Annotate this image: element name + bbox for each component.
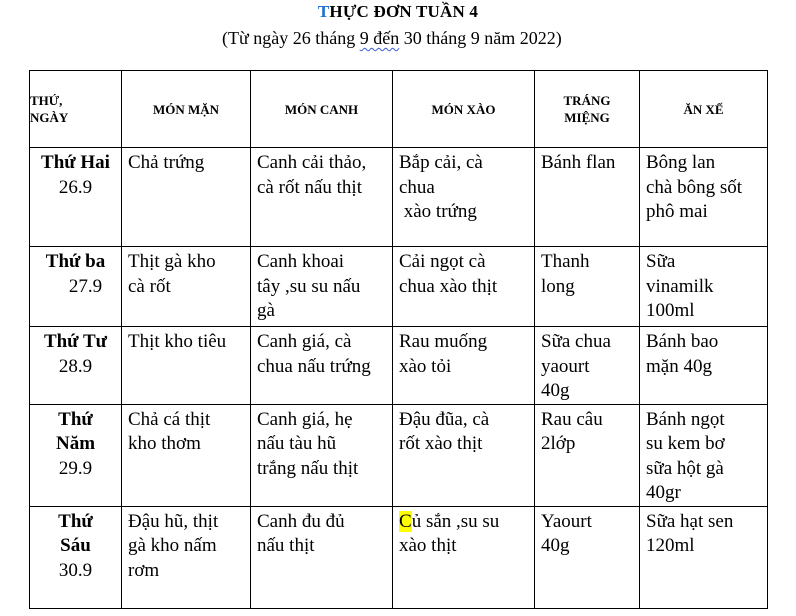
subtitle-prefix: (Từ ngày 26 tháng (222, 28, 360, 48)
table-header-row (30, 71, 768, 148)
column-header-xao: MÓN XÀO (393, 71, 535, 148)
day-name: Thứ Tư (43, 331, 108, 352)
an-xe-cell: Sữa hạt sen 120ml (640, 506, 768, 608)
table-row (30, 506, 768, 608)
xao-cell: Rau muống xào tỏi (393, 327, 535, 405)
subtitle-suffix: 30 tháng 9 năm 2022) (399, 28, 562, 48)
canh-cell: Canh cải thảo, cà rốt nấu thịt (251, 148, 393, 247)
day-cell (30, 247, 122, 327)
day-date: 28.9 (58, 355, 93, 377)
trang-mieng-cell: Rau câu 2lớp (535, 404, 640, 506)
day-date: 26.9 (58, 176, 93, 198)
canh-cell: Canh giá, hẹ nấu tàu hũ trắng nấu thịt (251, 404, 393, 506)
table-row (30, 247, 768, 327)
table-row (30, 404, 768, 506)
xao-cell: Cải ngọt cà chua xào thịt (393, 247, 535, 327)
column-header-trang-mieng: TRÁNG MIỆNG (535, 71, 640, 148)
subtitle-spellcheck-marked: 9 đến (359, 28, 400, 48)
xao-cell: Bắp cải, cà chua xào trứng (393, 148, 535, 247)
day-date: 30.9 (58, 559, 93, 581)
day-cell (30, 327, 122, 405)
column-header-day: THỨ, NGÀY (30, 71, 122, 148)
date-range-subtitle (222, 28, 562, 49)
man-cell: Đậu hũ, thịt gà kho nấm rơm (122, 506, 251, 608)
day-date: 29.9 (58, 457, 93, 479)
day-date: 27.9 (68, 275, 103, 297)
xao-cell: Đậu đũa, cà rốt xào thịt (393, 404, 535, 506)
day-cell (30, 506, 122, 608)
xao-cell (393, 506, 535, 608)
table-row (30, 148, 768, 247)
day-cell (30, 404, 122, 506)
day-cell (30, 148, 122, 247)
man-cell: Thịt gà kho cà rốt (122, 247, 251, 327)
trang-mieng-cell: Yaourt 40g (535, 506, 640, 608)
column-header-man: MÓN MẶN (122, 71, 251, 148)
trang-mieng-cell: Sữa chua yaourt 40g (535, 327, 640, 405)
page-title (0, 2, 796, 22)
day-name: Thứ Sáu (58, 510, 93, 556)
canh-cell: Canh đu đủ nấu thịt (251, 506, 393, 608)
man-cell: Chả cá thịt kho thơm (122, 404, 251, 506)
title-first-letter: T (317, 2, 330, 21)
an-xe-cell: Bánh bao mặn 40g (640, 327, 768, 405)
canh-cell: Canh khoai tây ,su su nấu gà (251, 247, 393, 327)
day-name: Thứ Hai (41, 152, 110, 173)
column-header-canh: MÓN CANH (251, 71, 393, 148)
title-rest: HỰC ĐƠN TUẦN 4 (329, 2, 479, 21)
table-row (30, 327, 768, 405)
menu-table (29, 70, 768, 609)
xao-text: ủ sắn ,su su xào thịt (399, 510, 500, 556)
canh-cell: Canh giá, cà chua nấu trứng (251, 327, 393, 405)
man-cell: Thịt kho tiêu (122, 327, 251, 405)
man-cell: Chả trứng (122, 148, 251, 247)
trang-mieng-cell: Bánh flan (535, 148, 640, 247)
an-xe-cell: Sữa vinamilk 100ml (640, 247, 768, 327)
highlighted-letter: C (399, 510, 412, 532)
day-name: Thứ Năm (55, 408, 96, 454)
an-xe-cell: Bông lan chà bông sốt phô mai (640, 148, 768, 247)
trang-mieng-cell: Thanh long (535, 247, 640, 327)
column-header-an-xe: ĂN XẾ (640, 71, 768, 148)
day-name: Thứ ba (45, 251, 106, 272)
an-xe-cell: Bánh ngọt su kem bơ sữa hột gà 40gr (640, 404, 768, 506)
